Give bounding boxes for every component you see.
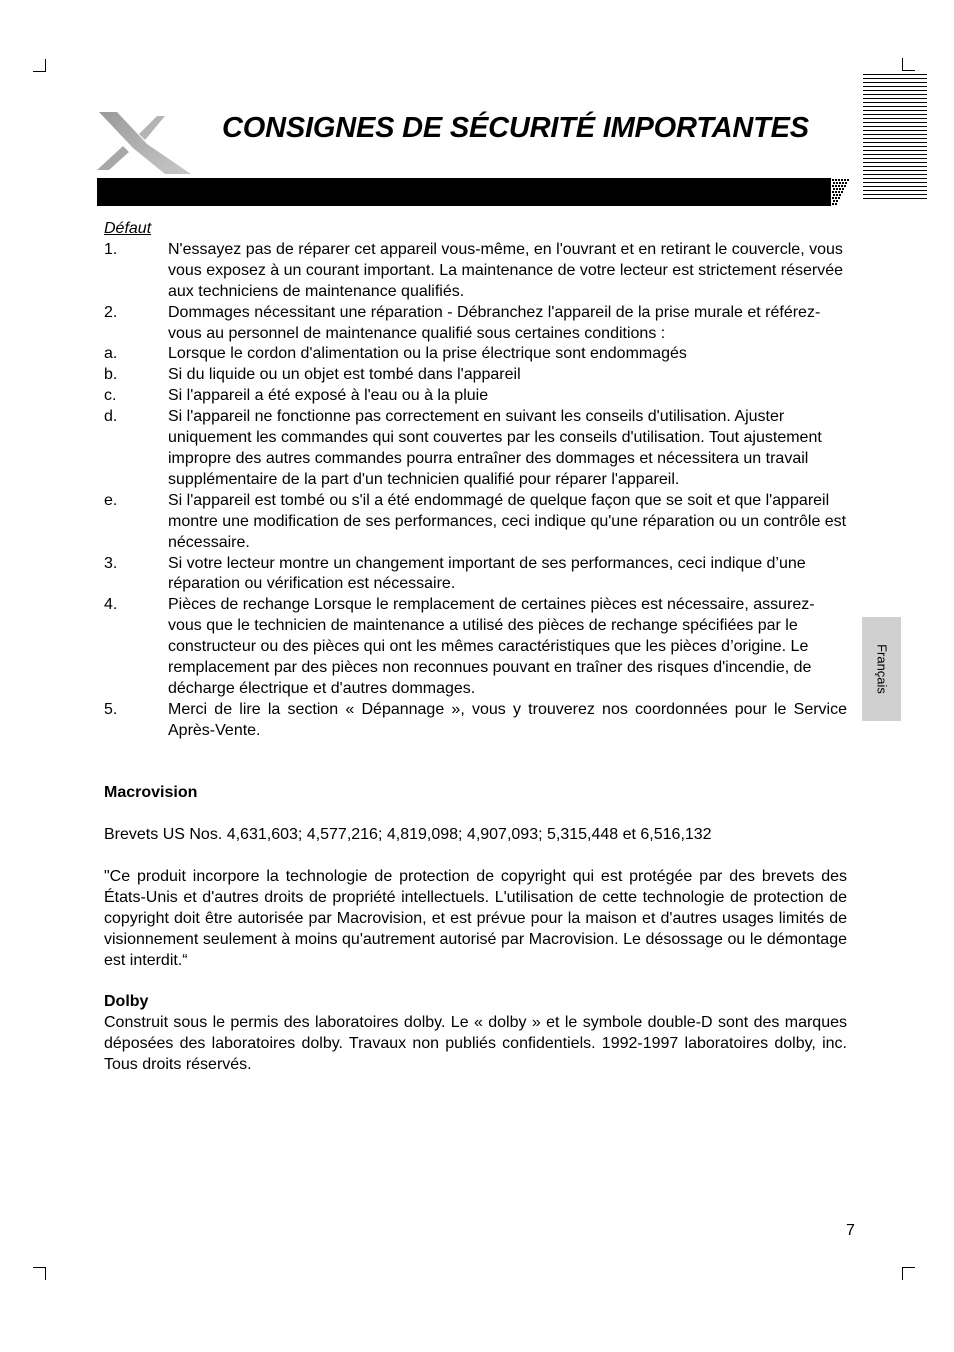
- list-item-text: Si votre lecteur montre un changement important de ses performances, ceci indique d’une réparation ou vérification est nécessaire.: [168, 554, 806, 593]
- language-tab: [862, 617, 901, 721]
- decorative-stripes: [863, 74, 927, 199]
- list-item-text: N'essayez pas de réparer cet appareil vous-même, en l'ouvrant et en retirant le couvercle, vous vous exposez à un courant important. La maintenance de votre lecteur est strictement réservée aux techniciens de maintenance qualifiés.: [168, 240, 844, 300]
- crop-mark-top-right: [902, 58, 915, 71]
- spacer: [104, 804, 847, 825]
- language-tab-label: Français: [874, 644, 889, 694]
- crop-mark-top-left: [33, 59, 46, 72]
- page-number: 7: [846, 1222, 855, 1239]
- dolby-body: Construit sous le permis des laboratoires dolby. Le « dolby » et le symbole double-D sont des marques déposées des laboratoires dolby. Travaux non publiés confidentiels. 1992-1997 laboratoires dolby, inc. Tous droits réservés.: [104, 1014, 847, 1074]
- list-item-number: b.: [104, 366, 118, 384]
- list-item: [104, 491, 847, 554]
- dolby-heading: Dolby: [104, 993, 149, 1011]
- defaut-label: Défaut: [104, 220, 152, 237]
- list-item: [104, 303, 847, 345]
- spacer: [104, 972, 847, 993]
- macrovision-body: "Ce produit incorpore la technologie de protection de copyright qui est protégée par des brevets des États-Unis et d'autres droits de propriété intellectuels. L'utilisation de cette technologie de protection de copyright doit être autorisée par Macrovision, et est prévue pour la maison et d'autres usages limités de visionnement seulement à moins qu'autrement autorisé par Macrovision. Le désossage ou le démontage est interdit.“: [104, 868, 847, 969]
- list-item-text: Si l'appareil est tombé ou s'il a été endommagé de quelque façon que se soit et que l'appareil montre une modification de ses performances, ceci indique qu'une réparation ou un contrôle est nécessaire.: [168, 491, 847, 551]
- list-item: [104, 386, 847, 407]
- list-item: [104, 554, 847, 596]
- macrovision-heading: Macrovision: [104, 784, 198, 802]
- list-item-number: a.: [104, 345, 118, 363]
- list-item-text: Si l'appareil ne fonctionne pas correctement en suivant les conseils d'utilisation. Ajuster uniquement les commandes qui sont couvertes par les conseils d'utilisation. Tout ajustement impropre des autres commandes pourra entraîner des dommages et nécessitera un travail supplémentaire de la part d'un technicien qualifié pour réparer l'appareil.: [168, 408, 822, 488]
- main-content: [104, 219, 847, 1076]
- spacer: [104, 742, 847, 784]
- list-item-number: d.: [104, 408, 118, 426]
- list-item-number: 5.: [104, 700, 118, 718]
- macrovision-patents: Brevets US Nos. 4,631,603; 4,577,216; 4,819,098; 4,907,093; 5,315,448 et 6,516,132: [104, 826, 712, 844]
- title-bar: [97, 178, 819, 206]
- list-item-text: Si du liquide ou un objet est tombé dans l'appareil: [168, 366, 521, 384]
- crop-mark-bottom-left: [33, 1267, 46, 1280]
- list-item: [104, 344, 847, 365]
- list-item-number: c.: [104, 387, 117, 405]
- bar-dot-pattern: [819, 178, 852, 206]
- list-item-text: Lorsque le cordon d'alimentation ou la prise électrique sont endommagés: [168, 345, 687, 363]
- list-item-text: Merci de lire la section « Dépannage », vous y trouverez nos coordonnées pour le Service Après-Vente.: [168, 700, 847, 739]
- list-item-text: Pièces de rechange Lorsque le remplacement de certaines pièces est nécessaire, assurez-vous que le technicien de maintenance a utilisé des pièces de rechange spécifiées par le constructeur ou des pièces qui ont les mêmes caractéristiques que les pièces d’origine. Le remplacement par des pièces non reconnues pouvant en traîner des risques d'incendie, de décharge électrique et d'autres dommages.: [168, 596, 815, 697]
- list-item: [104, 240, 847, 303]
- spacer: [104, 846, 847, 867]
- list-item-number: 3.: [104, 554, 118, 572]
- list-item-number: e.: [104, 491, 118, 509]
- list-item-text: Si l'appareil a été exposé à l'eau ou à la pluie: [168, 387, 489, 405]
- list-item-number: 4.: [104, 596, 118, 614]
- crop-mark-bottom-right: [902, 1267, 915, 1280]
- list-item: [104, 700, 847, 742]
- list-item: [104, 407, 847, 491]
- list-item-number: 2.: [104, 303, 118, 321]
- page-title: CONSIGNES DE SÉCURITÉ IMPORTANTES: [222, 112, 809, 144]
- list-item-text: Dommages nécessitant une réparation - Débranchez l'appareil de la prise murale et référez-vous au personnel de maintenance qualifié sous certaines conditions :: [168, 303, 821, 342]
- list-item: [104, 595, 847, 700]
- list-item: [104, 365, 847, 386]
- list-item-number: 1.: [104, 240, 118, 258]
- brand-logo-x: [95, 108, 195, 176]
